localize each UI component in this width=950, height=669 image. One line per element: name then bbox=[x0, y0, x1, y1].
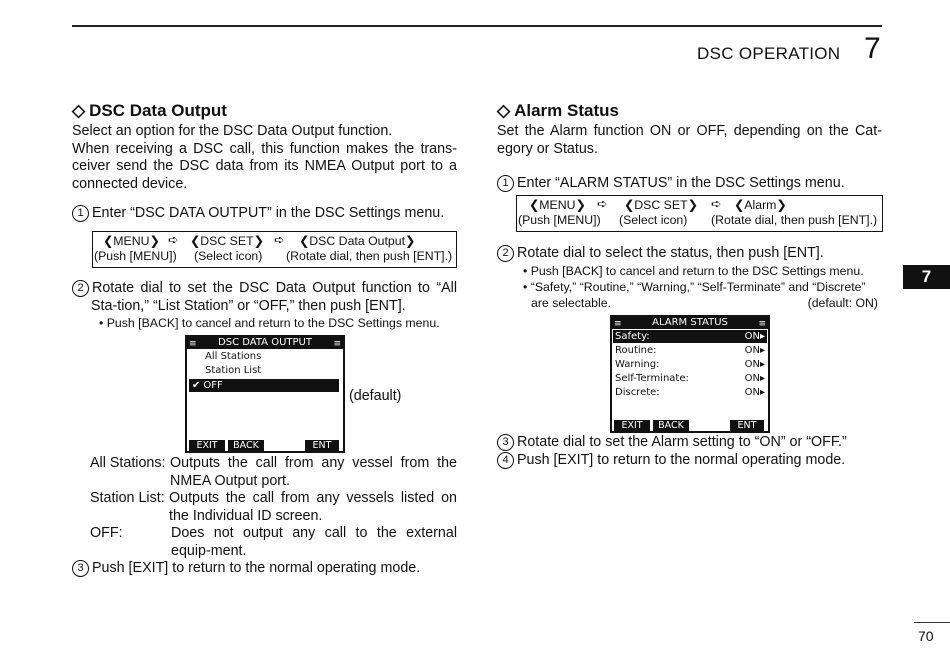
intro-line: Select an option for the DSC Data Output function. bbox=[72, 123, 393, 139]
chapter-number: 7 bbox=[864, 32, 881, 65]
soft-key-back: BACK bbox=[228, 440, 264, 451]
arrow-icon: ➪ bbox=[168, 233, 179, 247]
alarm-step-4: 4 Push [EXIT] to return to the normal operating mode. bbox=[497, 452, 882, 470]
lcd-option-all-stations: All Stations bbox=[205, 351, 262, 362]
alarm-status-heading: ◇ Alarm Status bbox=[497, 101, 619, 120]
step-1: 1 Enter “DSC DATA OUTPUT” in the DSC Settings menu. bbox=[72, 205, 457, 223]
arrow-icon: ➪ bbox=[711, 197, 722, 211]
dsc-set-key: ❮DSC SET❯ bbox=[190, 234, 264, 248]
step-number-icon: 2 bbox=[72, 280, 89, 297]
diamond-icon: ◇ bbox=[72, 101, 86, 120]
lcd-row-routine: Routine: ON▸ bbox=[615, 345, 765, 356]
dsc-data-output-key: ❮DSC Data Output❯ bbox=[299, 234, 416, 248]
key-sequence-box bbox=[92, 231, 457, 268]
soft-key-exit: EXIT bbox=[189, 440, 225, 451]
section-title: DSC OPERATION bbox=[697, 44, 841, 63]
alarm-step-3: 3 Rotate dial to set the Alarm setting to “ON” or “OFF.” bbox=[497, 434, 882, 452]
action-rotate-dial: (Rotate dial, then push [ENT].) bbox=[286, 249, 453, 263]
step-2: 2 Rotate dial to set the DSC Data Output function to “All Sta-tion,” “List Station” or “OFF,” then push [ENT]. bbox=[72, 280, 457, 315]
default-label: (default) bbox=[349, 388, 402, 404]
definition-off: OFF: Does not output any call to the external equip-ment. bbox=[90, 525, 457, 559]
header-rule bbox=[72, 25, 882, 27]
action-select-icon: (Select icon) bbox=[619, 213, 688, 227]
dsc-set-key: ❮DSC SET❯ bbox=[624, 198, 698, 212]
lcd-row-safety-selected: Safety: ON▸ bbox=[615, 331, 765, 342]
action-push-menu: (Push [MENU]) bbox=[518, 213, 601, 227]
diamond-icon: ◇ bbox=[497, 101, 511, 120]
arrow-icon: ➪ bbox=[597, 197, 608, 211]
lcd-title: ≡ DSC DATA OUTPUT ≡ bbox=[189, 337, 341, 349]
step-number-icon: 1 bbox=[497, 175, 514, 192]
step-2-bullet: • Push [BACK] to cancel and return to the DSC Settings menu. bbox=[99, 316, 440, 330]
left-column bbox=[72, 101, 457, 223]
action-rotate-dial: (Rotate dial, then push [ENT].) bbox=[711, 213, 878, 227]
alarm-key: ❮Alarm❯ bbox=[734, 198, 787, 212]
lcd-title: ≡ ALARM STATUS ≡ bbox=[614, 317, 766, 329]
definition-station-list: Station List: Outputs the call from any vessels listed on the Individual ID screen. bbox=[90, 490, 457, 524]
alarm-bullet-1: • Push [BACK] to cancel and return to the DSC Settings menu. bbox=[523, 263, 864, 278]
lcd-row-warning: Warning: ON▸ bbox=[615, 359, 765, 370]
page-number: 70 bbox=[918, 628, 934, 644]
intro-paragraph: When receiving a DSC call, this function makes the trans-ceiver send the DSC data from its NMEA Output port to a connected device. bbox=[72, 140, 457, 192]
dsc-data-output-heading: ◇ DSC Data Output bbox=[72, 101, 227, 120]
step-number-icon: 4 bbox=[497, 452, 514, 469]
alarm-step-2: 2 Rotate dial to select the status, then push [ENT]. bbox=[497, 245, 882, 263]
dsc-data-output-lcd bbox=[185, 335, 345, 453]
step-3: 3 Push [EXIT] to return to the normal operating mode. bbox=[72, 560, 457, 578]
step-number-icon: 2 bbox=[497, 245, 514, 262]
chapter-side-tab: 7 bbox=[903, 265, 950, 289]
soft-key-back: BACK bbox=[653, 420, 689, 431]
menu-key: ❮MENU❯ bbox=[103, 234, 160, 248]
default-on-label: (default: ON) bbox=[807, 295, 878, 310]
menu-lines-icon: ≡ bbox=[614, 319, 622, 329]
alarm-key-sequence-box bbox=[516, 195, 883, 232]
action-select-icon: (Select icon) bbox=[194, 249, 263, 263]
lcd-row-discrete: Discrete: ON▸ bbox=[615, 387, 765, 398]
arrow-icon: ➪ bbox=[274, 233, 285, 247]
definition-all-stations: All Stations: Outputs the call from any vessel from the NMEA Output port. bbox=[90, 455, 457, 489]
menu-lines-icon: ≡ bbox=[333, 339, 341, 349]
menu-lines-icon: ≡ bbox=[758, 319, 766, 329]
action-push-menu: (Push [MENU]) bbox=[94, 249, 177, 263]
alarm-intro: Set the Alarm function ON or OFF, depending on the Cat-egory or Status. bbox=[497, 123, 882, 157]
step-number-icon: 3 bbox=[497, 434, 514, 451]
soft-key-ent: ENT bbox=[305, 440, 339, 451]
lcd-row-self-terminate: Self-Terminate: ON▸ bbox=[615, 373, 765, 384]
left-step-2 bbox=[72, 280, 457, 331]
output-option-definitions bbox=[90, 455, 457, 560]
right-column bbox=[497, 101, 882, 193]
step-number-icon: 3 bbox=[72, 560, 89, 577]
alarm-step-2-block bbox=[497, 245, 882, 311]
checkmark-icon: ✔ bbox=[192, 380, 201, 391]
menu-key: ❮MENU❯ bbox=[529, 198, 586, 212]
alarm-status-lcd bbox=[610, 315, 770, 433]
soft-key-exit: EXIT bbox=[614, 420, 650, 431]
soft-key-ent: ENT bbox=[730, 420, 764, 431]
lcd-option-station-list: Station List bbox=[205, 365, 262, 376]
menu-lines-icon: ≡ bbox=[189, 339, 197, 349]
lcd-option-off-selected: ✔ OFF bbox=[189, 379, 339, 392]
alarm-bullet-2: • “Safety,” “Routine,” “Warning,” “Self-Terminate” and “Discrete” are selectable. (default: ON) bbox=[523, 279, 878, 310]
footer-rule bbox=[914, 622, 950, 623]
step-number-icon: 1 bbox=[72, 205, 89, 222]
alarm-steps-3-4 bbox=[497, 434, 882, 469]
alarm-step-1: 1 Enter “ALARM STATUS” in the DSC Settings menu. bbox=[497, 175, 882, 193]
